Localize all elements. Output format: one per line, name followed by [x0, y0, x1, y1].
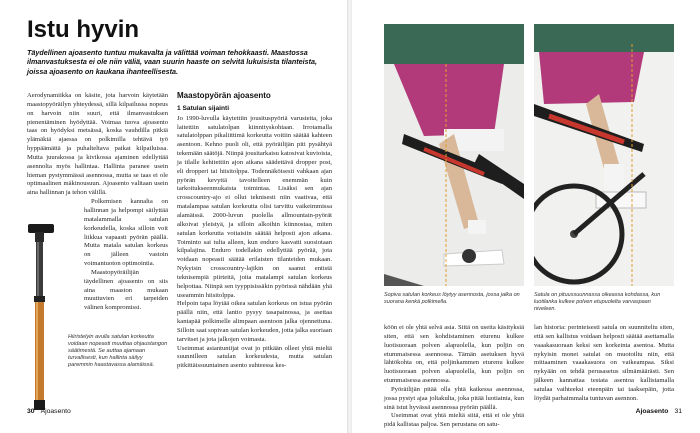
footer-left: [27, 408, 71, 415]
paragraph: lan historia: perinteisesti satula on suunniteltu siten, että sen kallistus voidaan helposti säätää asettamalla vaaakasuoraan keksi sen korkeinta asentoa. Mutta nykyisin monet satulat on muotoiltu niin, että mittaaminen vaaakasuora on vaikeampaa. Siksi nykyään on tehdä perusasetus silmämäärästi. Sen jälkeen kannattaa testata asentoa kallistamalla satulaa vaihteeksi eteenpäin tai taaksepäin, jotta löydät parhaimmalta tuntuvan asennon.: [534, 324, 674, 402]
section-heading: Maastopyörän ajoasento: [177, 91, 271, 100]
paragraph: Jo 1990-luvulla käytettiin jousituspyöriä varusteita, joka laitettiin satulatolpan kiinnityskohtaan. Irrotamalla satulatolppan pikaliittimä korkeutta voitiin säätää kahteen asentoon. Kehno puoli oli, että pyöräilijän piti pysähtyä tekemään säätöjä. Niinpä jousitarkaisu katosivat kuvioista, ja tilalle kehitettiin ajon aikana säädettävä dropper post, eli dropperi tai hiisitolppa. Todennäköisesti vahkaan ajan pyörän kevyttä tavoitelleen enemmän kuin tarkoitukseenmukaista toimintaa. Lisäksi sen ajan crosscountry-ajo ei ollut teknisesti niin vaativaa, että matalampaa satulan korkeutta olisi tarvittu vaikeimmissa alamäissä. 2000-luvun puolella allmountain-pyörät alkoivat yleistyä, ja silloin alkoihin kiinnostaa, miten satulan korkeutta voitaisiin säätää helposti ajon aikana. Toiminto sai tulta alleen, kun enduro kasvatti suosiotaan kilpalajina. Enduro todellakin edellyttää pyörää, jota voidaan nopeasti säätää erilaisten tilanteiden mukaan. Nykyisin crosscountry-lajikin on saanut entistä teknisempiä piirteitä, joita matalampi satulan korkeus helpottaa. Niinpä sen tyyppisissäkin pyörissä nähdään yhä useammin hiisitolppa.: [177, 114, 332, 299]
paragraph: Useimmat ovat yhtä mieltä siitä, että ei ole yhtä pidä kallistaa paljoa. Sen perustana on satu-: [384, 412, 524, 429]
page-title: Istu hyvin: [27, 16, 140, 43]
subheading: 1 Satulan sijainti: [177, 104, 230, 112]
dropper-seatpost-image: [22, 222, 64, 412]
page-number: 31: [674, 408, 682, 415]
rider-side-photo-2: [534, 24, 674, 286]
right-page: [352, 0, 700, 433]
section-label: Ajoasento: [40, 408, 71, 415]
seatpost-caption: Hiiristelyin avulla satulan korkeutta voidaan nopeasti muuttaa ohjaustangon säätimestä. Se auttaa ajamaan turvallisesti, kun hallinta säilyy paremmin haastavassa alamäissä.: [68, 334, 168, 368]
saddle-position-photo: [534, 24, 674, 286]
footer-right: [636, 408, 682, 415]
intro-paragraph: Täydellinen ajoasento tuntuu mukavalta ja välittää voiman tehokkaasti. Maastossa ilmanvastuksesta ei ole niin väliä, vaan suurin haaste on selvitä lukuisista tilanteista, joissa ajoasento on kaukana ihanteellisesta.: [27, 48, 318, 76]
paragraph: Useimmat asiantuntijat ovat jo pitkään olleet yhtä mieltä suunnilleen satulan korkeudesta, mutta satulan pitkittäissuuntainen asento suhteessa kes-: [177, 344, 332, 370]
paragraph: köön ei ole yhtä selvä asia. Siitä on useita käsityksiä siten, että sen kohdistaminen eturenu kulkee luotisuoraan polven alapuolella, kun poljin on etummaisessa asennossa. Tämän asetuksen hyvä lähtökohta on, että poljinkammen eturenu kulkee luotisuoraan polven alapuolella, kun poljin on etummaisessa asennossa.: [384, 324, 524, 385]
photo-caption: Sopiva satulan korkeus löytyy asennosta, jossa jalka on suorana kenkä polkimella.: [384, 292, 520, 305]
paragraph: Maastopyöräilijän täydellinen ajoasento on siis aina maaston mukaan muuttuvien eri tarpeiden välinen kompromissi.: [84, 268, 168, 312]
seat-height-photo: [384, 24, 524, 286]
paragraph: Polkemisen kannalta on hallinnan ja helpompi säilyttää matalammalla satulan korkeudella, koska silloin voit liikkua vapaasti pyörän päällä. Mutta matala satulan korkeus on jälleen vastoin voimantuoton optimointia.: [84, 198, 168, 268]
right-text-column: [177, 92, 332, 371]
right-page-column-1: [384, 324, 524, 430]
right-page-column-2: [534, 324, 674, 404]
photo-caption: Satula on pituussuunnassa oikeassa kohdassa, kun luotilanka kulkee polven etupuolelta varvaspaan niveleen.: [534, 292, 661, 312]
paragraph: Aerodynamiikka on käsite, jota harvoin käytetään maastopyöräilyn yhteydessä, sillä kilpailussa nopeus on harvoin niin suuri, että ilmanvastuksen pienentäminen hyödyttää. Voimaa tuova ajoasento taas on hyödyksi metsässä, koska vauhdilla pitkiä ylämäkiä ajaessa on polkimilla tehtävä työ hyppäämättä ja puhalteltava paikat kilpailuissa. Mutta juurakossa ja kivikossa ajaminen edellyttää asennolta myös hallintaa. Hallinta paranee usein hieman pystymmässä asennossa, mutta se taas ei ole optimaalinen mäkinousuun. Ajoasento valitaan usein aina hallinnan ja tehon välillä.: [27, 92, 168, 197]
paragraph: Helpoin tapa löytää oikea satulan korkeus on istua pyörän päällä niin, että lantio pysyy tasapainossa, ja asettaa kantapää polkimelle alimpaan asentoon jalka ojennettuna. Silloin saat sopivan satulan korkeuden, jotta jalka suoriaan tarvitset ja jota jalkojen voimasta.: [177, 300, 332, 343]
paragraph: Pyöräilijän pitää olla yhtä kaikessa asennossa, jossa pystyt ajaa joltakulta, joka pitää luotiainia, kun sinä istut hyvässä asennossa pyörän päällä.: [384, 385, 524, 411]
rider-side-photo: [384, 24, 524, 286]
left-page: [0, 0, 348, 433]
section-label: Ajoasento: [635, 408, 669, 415]
page-number: 30: [27, 408, 35, 415]
